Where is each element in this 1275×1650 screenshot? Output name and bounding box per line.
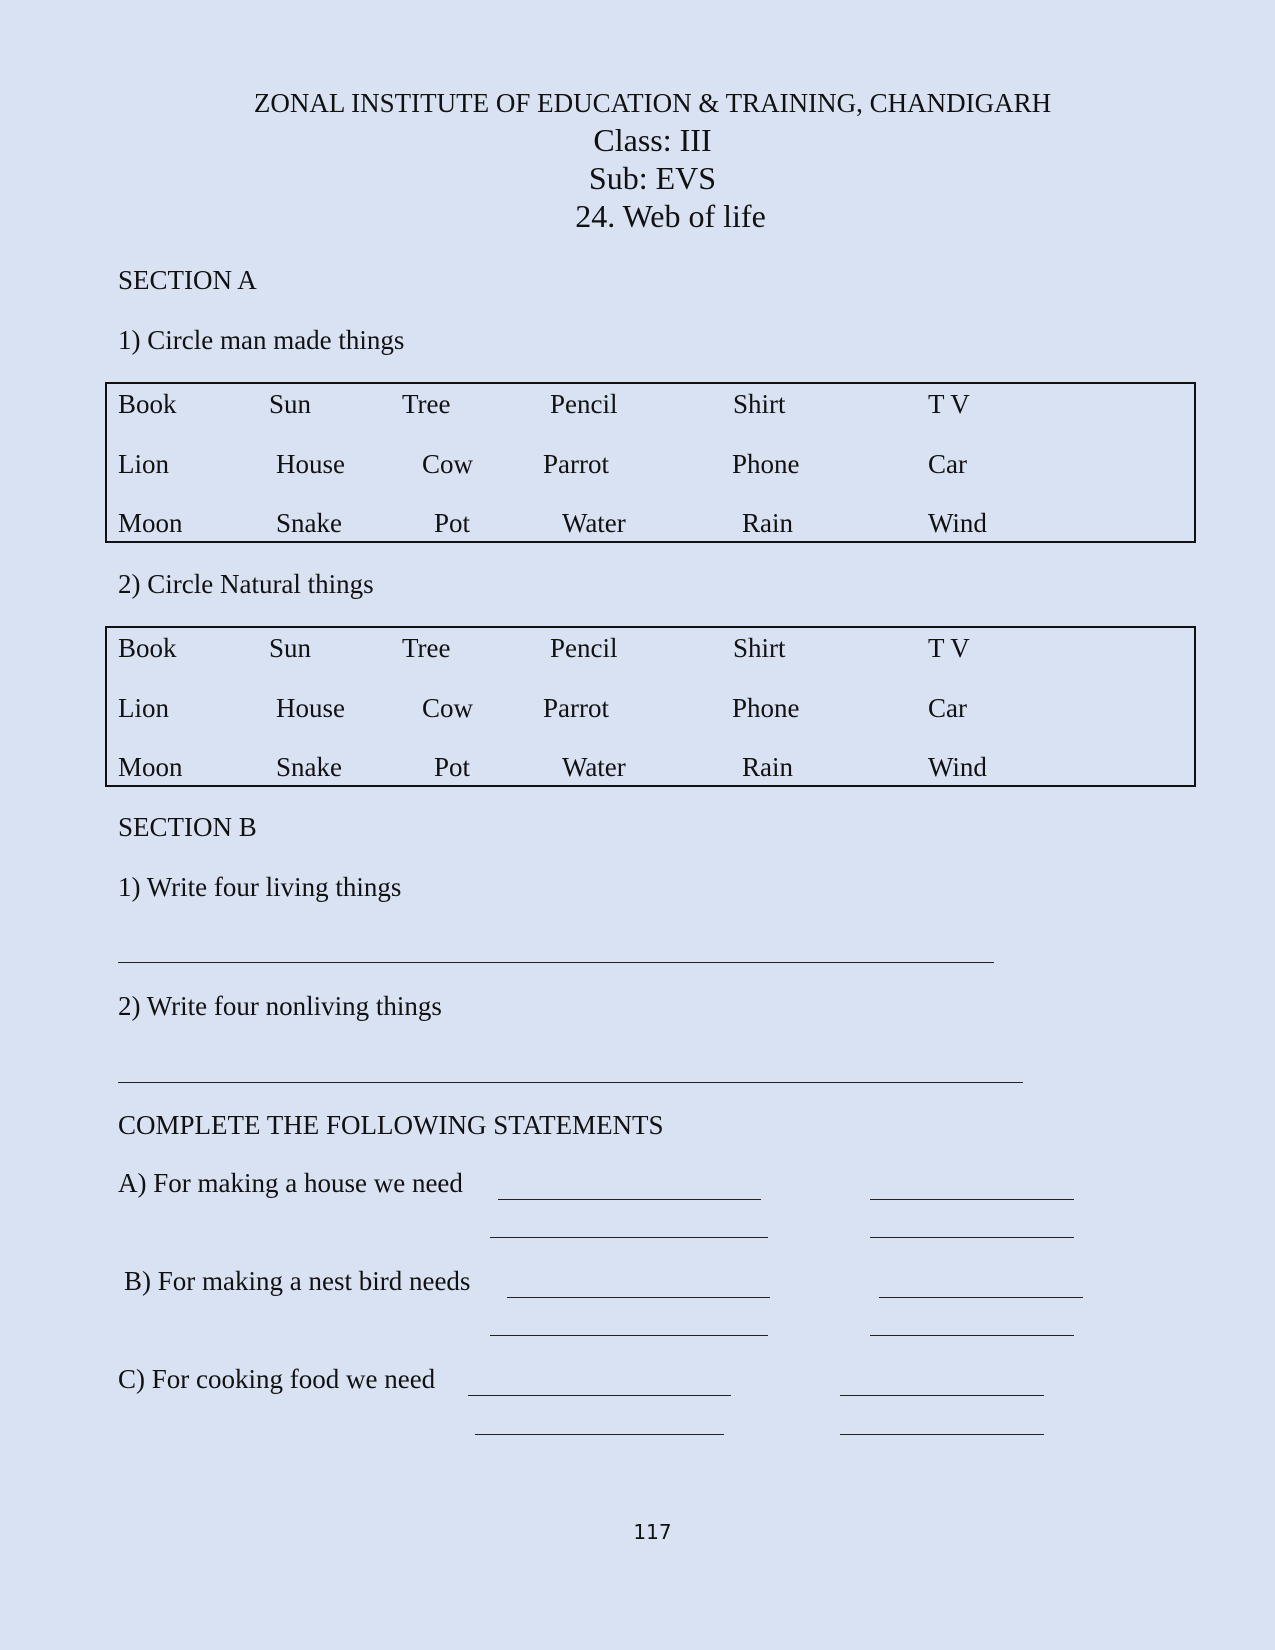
question-a1: 1) Circle man made things xyxy=(118,325,405,355)
word-item[interactable]: House xyxy=(276,693,345,723)
word-box-man-made xyxy=(105,382,1196,543)
word-item[interactable]: Water xyxy=(562,508,626,538)
answer-line[interactable] xyxy=(118,962,994,963)
word-item[interactable]: Phone xyxy=(732,693,800,723)
section-b-title: SECTION B xyxy=(118,812,257,842)
answer-line[interactable] xyxy=(879,1297,1083,1298)
answer-line[interactable] xyxy=(475,1434,724,1435)
answer-line[interactable] xyxy=(490,1237,768,1238)
word-item[interactable]: Moon xyxy=(118,508,183,538)
word-item[interactable]: T V xyxy=(928,633,970,663)
word-box-natural xyxy=(105,626,1196,787)
word-item[interactable]: Pot xyxy=(434,508,471,538)
word-item[interactable]: Water xyxy=(562,752,626,782)
word-item[interactable]: Book xyxy=(118,633,177,663)
answer-line[interactable] xyxy=(507,1297,770,1298)
question-b1: 1) Write four living things xyxy=(118,872,402,902)
word-item[interactable]: T V xyxy=(928,389,970,419)
word-item[interactable]: Cow xyxy=(422,449,474,479)
word-item[interactable]: Pencil xyxy=(550,633,618,663)
question-a2: 2) Circle Natural things xyxy=(118,569,374,599)
word-item[interactable]: Snake xyxy=(276,752,342,782)
answer-line[interactable] xyxy=(498,1199,761,1200)
word-item[interactable]: Shirt xyxy=(733,633,786,663)
word-item[interactable]: Sun xyxy=(269,633,312,663)
word-item[interactable]: Tree xyxy=(402,633,451,663)
word-item[interactable]: Pot xyxy=(434,752,471,782)
answer-line[interactable] xyxy=(840,1434,1044,1435)
word-item[interactable]: Tree xyxy=(402,389,451,419)
word-item[interactable]: Rain xyxy=(742,508,793,538)
word-item[interactable]: Shirt xyxy=(733,389,786,419)
word-item[interactable]: Wind xyxy=(928,508,987,538)
answer-line[interactable] xyxy=(468,1395,731,1396)
word-item[interactable]: Lion xyxy=(118,449,169,479)
word-item[interactable]: Moon xyxy=(118,752,183,782)
section-a-title: SECTION A xyxy=(118,265,257,295)
topic-title: 24. Web of life xyxy=(575,198,766,234)
word-item[interactable]: Parrot xyxy=(543,693,609,723)
statement-a: A) For making a house we need xyxy=(118,1168,463,1198)
word-item[interactable]: Rain xyxy=(742,752,793,782)
word-item[interactable]: Car xyxy=(928,449,967,479)
answer-line[interactable] xyxy=(870,1199,1074,1200)
word-item[interactable]: Parrot xyxy=(543,449,609,479)
class-title: Class: III xyxy=(593,122,712,158)
institute-title: ZONAL INSTITUTE OF EDUCATION & TRAINING, CHANDIGARH xyxy=(253,88,1052,118)
complete-title: COMPLETE THE FOLLOWING STATEMENTS xyxy=(118,1110,664,1140)
answer-line[interactable] xyxy=(118,1082,1023,1083)
answer-line[interactable] xyxy=(840,1395,1044,1396)
word-item[interactable]: Book xyxy=(118,389,177,419)
word-item[interactable]: Pencil xyxy=(550,389,618,419)
word-item[interactable]: Lion xyxy=(118,693,169,723)
answer-line[interactable] xyxy=(870,1237,1074,1238)
answer-line[interactable] xyxy=(490,1335,768,1336)
word-item[interactable]: Cow xyxy=(422,693,474,723)
word-item[interactable]: House xyxy=(276,449,345,479)
word-item[interactable]: Sun xyxy=(269,389,312,419)
statement-c: C) For cooking food we need xyxy=(118,1364,436,1394)
answer-line[interactable] xyxy=(870,1335,1074,1336)
statement-b: B) For making a nest bird needs xyxy=(124,1266,471,1296)
word-item[interactable]: Snake xyxy=(276,508,342,538)
word-item[interactable]: Phone xyxy=(732,449,800,479)
word-item[interactable]: Car xyxy=(928,693,967,723)
word-item[interactable]: Wind xyxy=(928,752,987,782)
subject-title: Sub: EVS xyxy=(588,160,717,196)
question-b2: 2) Write four nonliving things xyxy=(118,991,442,1021)
page-number: 117 xyxy=(633,1520,672,1544)
